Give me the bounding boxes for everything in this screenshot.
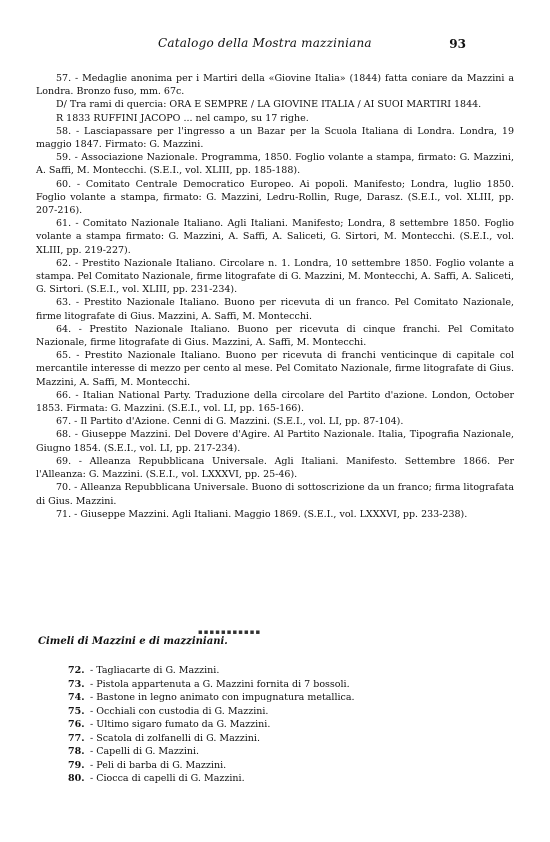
catalogue-entry: R 1833 RUFFINI JACOPO ... nel campo, su 17 righe. (56, 112, 309, 124)
catalogue-entry: 60. - Comitato Centrale Democratico Europeo. Ai popoli. Manifesto; Londra, luglio 1850. Foglio volante a stampa, firmato: G. Mazzini, Ledru-Rollin, Ruge, Darasz. (S.E.I., vol. XLIII, pp. 207-216). (36, 178, 514, 217)
relic-number: 80. (68, 773, 85, 784)
catalogue-entry: 58. - Lasciapassare per l'ingresso a un Bazar per la Scuola Italiana di Londra. Londra, 19 maggio 1847. Firmato: G. Mazzini. (36, 125, 514, 151)
catalogue-entry: 68. - Giuseppe Mazzini. Del Dovere d'Agire. Al Partito Nazionale. Italia, Tipografia Nazionale, Giugno 1854. (S.E.I., vol. LI, pp. 217-234). (36, 429, 514, 454)
relic-number: 76. (68, 719, 85, 730)
catalogue-entry: 69. - Alleanza Repubblicana Universale. Agli Italiani. Manifesto. Settembre 1866. Per l'Alleanza: G. Mazzini. (S.E.I., vol. LXXXVI, pp. 25-46). (36, 455, 514, 481)
relic-item (68, 759, 488, 773)
relic-text: - Capelli di G. Mazzini. (90, 746, 200, 757)
relic-text: - Scatola di zolfanelli di G. Mazzini. (90, 732, 260, 744)
section-heading: Cimeli di Mazzini e di mazziniani. (38, 636, 228, 647)
relic-item (68, 705, 488, 719)
catalogue-entry: 59. - Associazione Nazionale. Programma, 1850. Foglio volante a stampa, firmato: G. Mazzini, A. Saffi, M. Montecchi. (S.E.I., vol. XLIII, pp. 185-188). (36, 152, 514, 177)
catalogue-entry: 65. - Prestito Nazionale Italiano. Buono per ricevuta di franchi venticinque di capitale col mercantile interesse di mezzo per cento al mese. Pel Comitato Nazionale, firme litografate di Gius. Mazzini, A. Saffi, M. Montecchi. (36, 350, 514, 388)
relic-number: 75. (68, 705, 85, 717)
relic-number: 79. (68, 759, 85, 771)
relics-list (68, 664, 488, 786)
relic-item (68, 772, 488, 786)
catalogue-entry: 62. - Prestito Nazionale Italiano. Circolare n. 1. Londra, 10 settembre 1850. Foglio volante a stampa. Pel Comitato Nazionale, firme litografate di G. Mazzini, M. Montecchi, A. Saffi, A. Saliceti, G. Sirtori. (S.E.I., vol. XLIII, pp. 231-234). (36, 257, 514, 296)
relic-number: 78. (68, 746, 85, 757)
page-header (0, 36, 550, 56)
relic-text: - Pistola appartenuta a G. Mazzini fornita di 7 bossoli. (90, 678, 350, 690)
relic-number: 73. (68, 678, 85, 690)
relic-item (68, 732, 488, 746)
relic-text: - Occhiali con custodia di G. Mazzini. (90, 705, 269, 717)
relic-number: 72. (68, 665, 85, 676)
catalogue-entry: 64. - Prestito Nazionale Italiano. Buono per ricevuta di cinque franchi. Pel Comitato Nazionale, firme litografate di Gius. Mazzini, A. Saffi, M. Montecchi. (36, 323, 514, 349)
relic-item (68, 745, 488, 759)
catalogue-entries (36, 72, 514, 521)
catalogue-entry: 63. - Prestito Nazionale Italiano. Buono per ricevuta di un franco. Pel Comitato Nazionale, firme litografate di Gius. Mazzini, A. Saffi, M. Montecchi. (36, 297, 514, 322)
catalogue-entry: 61. - Comitato Nazionale Italiano. Agli Italiani. Manifesto; Londra, 8 settembre 1850. Foglio volante a stampa firmato: G. Mazzini, A. Saffi, A. Saliceti, G. Sirtori, M. Montecchi. (S.E.I., vol. XLIII, pp. 219-227). (36, 218, 514, 256)
ornament-rule: ▪▪▪▪▪▪▪▪▪▪▪ (198, 628, 262, 636)
relic-text: - Ciocca di capelli di G. Mazzini. (90, 773, 245, 784)
relic-text: - Peli di barba di G. Mazzini. (90, 759, 227, 771)
catalogue-entry: D/ Tra rami di quercia: ORA E SEMPRE / LA GIOVINE ITALIA / AI SUOI MARTIRI 1844. (56, 99, 482, 111)
relic-number: 77. (68, 732, 85, 744)
catalogue-entry: 70. - Alleanza Repubblicana Universale. Buono di sottoscrizione da un franco; firma litografata di Gius. Mazzini. (36, 482, 514, 507)
catalogue-entry: 71. - Giuseppe Mazzini. Agli Italiani. Maggio 1869. (S.E.I., vol. LXXXVI, pp. 233-238). (56, 508, 468, 520)
relic-number: 74. (68, 692, 85, 703)
relic-item (68, 664, 488, 678)
relic-text: - Bastone in legno animato con impugnatura metallica. (90, 692, 355, 703)
page-number: 93 (449, 37, 466, 51)
running-title: Catalogo della Mostra mazziniana (158, 36, 372, 50)
catalogue-entry: 67. - Il Partito d'Azione. Cenni di G. Mazzini. (S.E.I., vol. LI, pp. 87-104). (56, 416, 404, 428)
relic-item (68, 678, 488, 692)
relic-text: - Tagliacarte di G. Mazzini. (90, 665, 220, 676)
relic-item (68, 691, 488, 705)
relic-text: - Ultimo sigaro fumato da G. Mazzini. (90, 719, 271, 730)
catalogue-entry: 66. - Italian National Party. Traduzione della circolare del Partito d'azione. London, October 1853. Firmata: G. Mazzini. (S.E.I., vol. LI, pp. 165-166). (36, 389, 514, 415)
relic-item (68, 718, 488, 732)
catalogue-entry: 57. - Medaglie anonima per i Martiri della «Giovine Italia» (1844) fatta coniare da Mazzini a Londra. Bronzo fuso, mm. 67c. (36, 73, 514, 98)
